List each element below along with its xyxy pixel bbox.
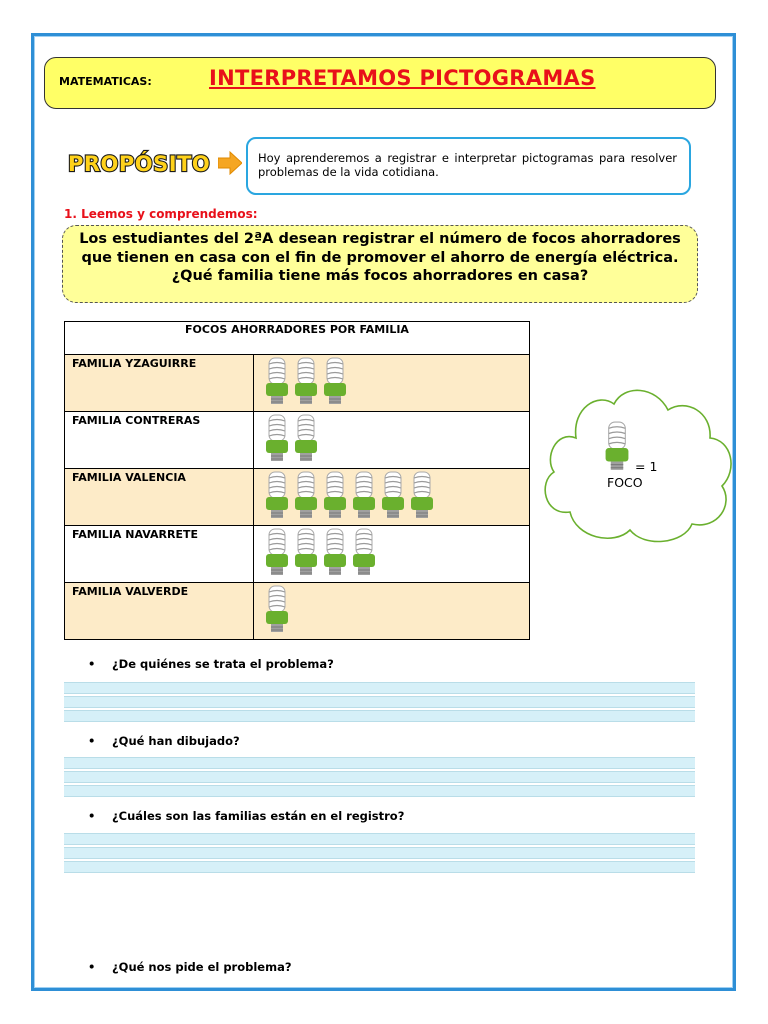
- table-row: [65, 355, 530, 412]
- bulb-icons: [263, 584, 529, 636]
- family-name: FAMILIA CONTRERAS: [65, 412, 254, 469]
- purpose-box: [246, 137, 691, 195]
- page-title: INTERPRETAMOS PICTOGRAMAS: [209, 66, 596, 90]
- bulb-icon: [321, 527, 349, 579]
- table-row: [65, 469, 530, 526]
- bulb-icon: [292, 356, 320, 408]
- bulb-icon: [350, 527, 378, 579]
- question-4: [88, 960, 292, 974]
- table-row: [65, 526, 530, 583]
- question-3: [88, 809, 404, 823]
- title-banner: [44, 57, 716, 109]
- family-name: FAMILIA VALVERDE: [65, 583, 254, 640]
- pictogram-table: [64, 321, 530, 640]
- purpose-text: Hoy aprenderemos a registrar e interpretar pictogramas para resolver problemas de la vida cotidiana.: [258, 151, 677, 179]
- subject-label: MATEMATICAS:: [59, 75, 152, 88]
- bulb-icons: [263, 470, 529, 522]
- answer-lines-1[interactable]: [64, 682, 695, 724]
- bulb-icons: [263, 413, 529, 465]
- bulb-icon: [263, 470, 291, 522]
- bulb-icon: [321, 356, 349, 408]
- bulb-icons: [263, 527, 529, 579]
- proposito-badge: [66, 146, 216, 178]
- table-header: FOCOS AHORRADORES POR FAMILIA: [65, 322, 530, 355]
- bulb-icon: [408, 470, 436, 522]
- question-text: ¿Qué han dibujado?: [112, 734, 240, 748]
- question-1: [88, 657, 334, 671]
- problem-box: [62, 225, 698, 303]
- bulb-icon: [292, 470, 320, 522]
- table-row: [65, 412, 530, 469]
- legend-unit: FOCO: [607, 475, 643, 490]
- bulb-icon: [263, 356, 291, 408]
- bulb-icons: [263, 356, 529, 408]
- bulb-icon: [321, 470, 349, 522]
- table-row: [65, 583, 530, 640]
- answer-lines-2[interactable]: [64, 757, 695, 799]
- legend-cloud: [536, 368, 738, 548]
- section-heading: 1. Leemos y comprendemos:: [64, 207, 258, 221]
- bulb-icon: [263, 527, 291, 579]
- question-text: ¿De quiénes se trata el problema?: [112, 657, 334, 671]
- bullet: •: [88, 809, 96, 823]
- family-name: FAMILIA VALENCIA: [65, 469, 254, 526]
- question-2: [88, 734, 240, 748]
- arrow-right-icon: [218, 151, 242, 175]
- bulb-icon: [292, 527, 320, 579]
- bullet: •: [88, 657, 96, 671]
- family-name: FAMILIA NAVARRETE: [65, 526, 254, 583]
- problem-text: Los estudiantes del 2ªA desean registrar el número de focos ahorradores que tienen en casa con el fin de promover el ahorro de energía eléctrica. ¿Qué familia tiene más focos ahorradores en casa?: [79, 231, 681, 284]
- bulb-icon: [350, 470, 378, 522]
- bulb-icon: [379, 470, 407, 522]
- legend-equals: = 1: [635, 459, 658, 474]
- answer-lines-3[interactable]: [64, 833, 695, 875]
- bulb-icon: [263, 413, 291, 465]
- bullet: •: [88, 960, 96, 974]
- bulb-legend-icon: [602, 420, 632, 474]
- question-text: ¿Cuáles son las familias están en el registro?: [112, 809, 405, 823]
- bulb-icon: [292, 413, 320, 465]
- bulb-icon: [263, 584, 291, 636]
- proposito-text: PROPÓSITO: [68, 152, 211, 176]
- family-name: FAMILIA YZAGUIRRE: [65, 355, 254, 412]
- bullet: •: [88, 734, 96, 748]
- question-text: ¿Qué nos pide el problema?: [112, 960, 292, 974]
